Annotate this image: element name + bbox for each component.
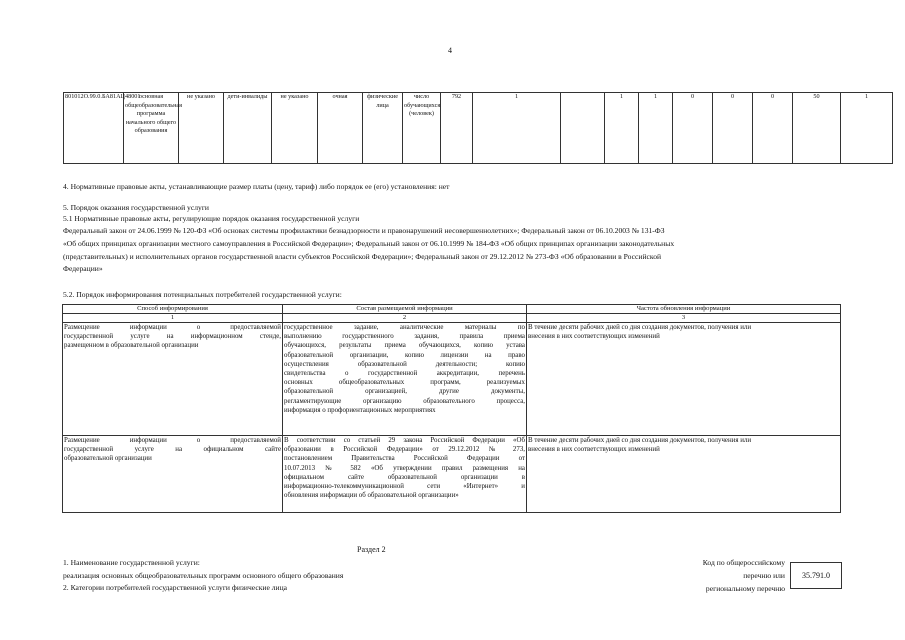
table-cell: 0 [713, 93, 753, 164]
method-cell [63, 323, 283, 436]
method-cell [63, 436, 283, 513]
table-cell: 792 [441, 93, 473, 164]
table-number-row [63, 314, 841, 323]
table-cell: 1 [639, 93, 673, 164]
column-number: 1 [63, 314, 283, 323]
section-5-1-line: «Об общих принципах организации местного самоуправления в Российской Федерации»; Федеральный закон от 06.10.1999 № 184-ФЗ «Об общих принципах организации законодательных [63, 239, 675, 248]
consumer-category: 2. Категории потребителей государственной услуги физические лица [63, 583, 288, 592]
table-cell [561, 93, 605, 164]
content-cell [283, 323, 527, 436]
cell-line: 10.07.2013 № 582 «Об утверждении правил размещения на [284, 464, 525, 472]
cell-line: В течение десяти рабочих дней со дня создания документов, получения или [528, 324, 752, 331]
table-cell: число обучающихся (человек) [403, 93, 441, 164]
cell-line: образовательной организации, копию лицензии на право [284, 351, 525, 359]
code-value-box: 35.791.0 [790, 562, 842, 589]
section-5-title: 5. Порядок оказания государственной услуги [63, 203, 209, 212]
section-5-1-title: 5.1 Нормативные правовые акты, регулирующие порядок оказания государственной услуги [63, 214, 360, 223]
table-cell: физические лица [363, 93, 403, 164]
code-label-line: перечню или [743, 571, 785, 580]
cell-line: внесения в них соответствующих изменений [528, 446, 660, 454]
table-cell: дети-инвалиды [224, 93, 272, 164]
table-cell: 0 [753, 93, 793, 164]
cell-line: осуществления образовательной деятельности; копию [284, 360, 525, 368]
cell-line: постановлением Правительства Российской Федерации от [284, 455, 525, 463]
information-table [62, 304, 841, 513]
table-cell: 801012О.99.0.БА81АЦ48001 [64, 93, 124, 164]
table-cell: основная общеобразовательная программа начального общего образования [124, 93, 179, 164]
cell-line: В соответствии со статьей 29 закона Российской Федерации «Об [284, 437, 525, 444]
column-number: 2 [283, 314, 527, 323]
section-5-1-line: Федеральный закон от 24.06.1999 № 120-ФЗ «Об основах системы профилактики безнадзорности и правонарушений несовершеннолетних»; Федеральный закон от 06.10.2003 № 131-ФЗ [63, 226, 665, 235]
cell-line: регламентирующие организацию образовательного процесса, [284, 397, 525, 405]
column-header: Состав размещаемой информации [283, 305, 527, 314]
section-heading: Раздел 2 [357, 545, 386, 554]
table-cell: не указано [272, 93, 318, 164]
cell-line: Размещение информации о предоставляемой [64, 324, 281, 331]
code-label-line: региональному перечню [705, 584, 785, 593]
indicator-table [63, 92, 893, 164]
table-cell: 1 [841, 93, 893, 164]
cell-line: государственной услуге на информационном стенде, [64, 333, 281, 341]
cell-line: внесения в них соответствующих изменений [528, 333, 660, 341]
section-5-2-title: 5.2. Порядок информирования потенциальных потребителей государственной услуги: [63, 290, 342, 299]
service-name-value: реализация основных общеобразовательных программ основного общего образования [63, 571, 344, 580]
cell-line: информационно-телекоммуникационной сети «Интернет» и [284, 483, 525, 491]
page-number: 4 [448, 46, 452, 55]
cell-line: обучающихся, результаты приема обучающихся, копию устава [284, 342, 525, 350]
code-label-line: Код по общероссийскому [702, 558, 785, 567]
column-number: 3 [527, 314, 841, 323]
cell-line: обновления информации об образовательной организации» [284, 492, 459, 500]
section-5-1-line: (представительных) и исполнительных органов государственной власти субъектов Российской Федерации»; Федеральный закон от 29.12.2012 № 273-ФЗ «Об образовании в Российской [63, 252, 662, 261]
service-name-label: 1. Наименование государственной услуги: [63, 558, 200, 567]
content-cell [283, 436, 527, 513]
table-row [63, 436, 841, 513]
section-4-text: 4. Нормативные правовые акты, устанавливающие размер платы (цену, тариф) либо порядок ее (его) установления: нет [63, 182, 450, 191]
cell-line: государственное задание, аналитические материалы по [284, 324, 525, 331]
column-header: Частота обновления информации [527, 305, 841, 314]
table-cell: 0 [673, 93, 713, 164]
cell-line: размещенном в образовательной организации [64, 342, 199, 350]
table-cell: 1 [605, 93, 639, 164]
cell-line: образовании в Российской Федерации» от 29.12.2012 № 273, [284, 446, 525, 454]
frequency-cell [527, 436, 841, 513]
section-5-1-line: Федерации» [63, 264, 103, 273]
table-header-row [63, 305, 841, 314]
table-cell: 1 [473, 93, 561, 164]
cell-line: В течение десяти рабочих дней со дня создания документов, получения или [528, 437, 752, 444]
cell-line: государственной услуге на официальном сайте [64, 446, 281, 454]
cell-line: Размещение информации о предоставляемой [64, 437, 281, 444]
cell-line: образовательной организацией, другие документы, [284, 388, 525, 396]
table-cell: очная [318, 93, 363, 164]
cell-line: выполнению государственного задания, правила приема [284, 333, 525, 341]
cell-line: свидетельства о государственной аккредитации, перечень [284, 370, 525, 378]
table-cell: не указано [179, 93, 224, 164]
table-cell: 50 [793, 93, 841, 164]
cell-line: образовательной организации [64, 455, 152, 463]
table-row [64, 93, 893, 164]
cell-line: основных общеобразовательных программ, реализуемых [284, 379, 525, 387]
column-header: Способ информирования [63, 305, 283, 314]
cell-line: официальном сайте образовательной организации в [284, 473, 525, 481]
cell-line: информация о профориентационных мероприятиях [284, 406, 436, 414]
table-row [63, 323, 841, 436]
frequency-cell [527, 323, 841, 436]
